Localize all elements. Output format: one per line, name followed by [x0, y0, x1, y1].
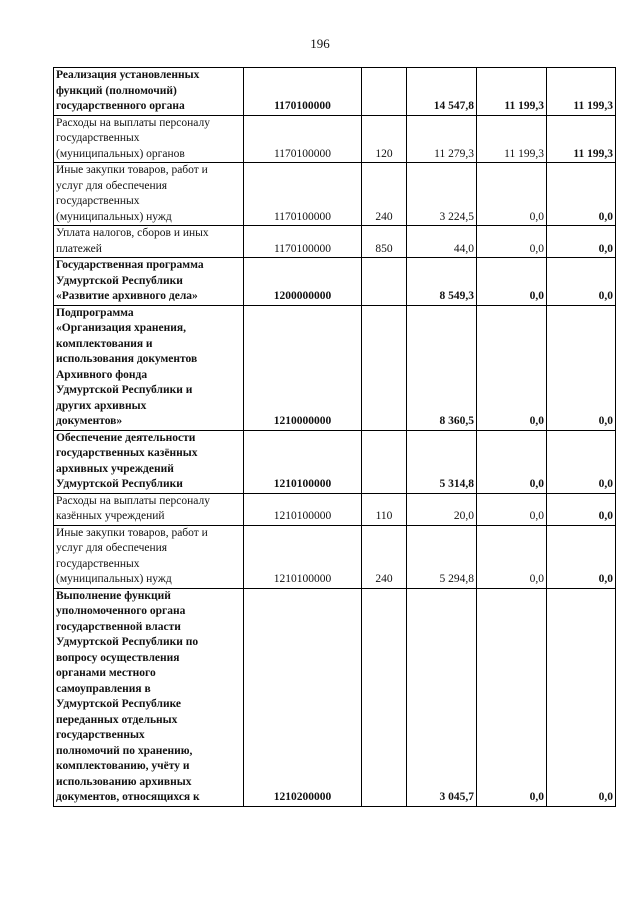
row-name-cell: Подпрограмма «Организация хранения, комплектования и использования документов Архивного фонда Удмуртской Республики и других архивных документов»: [54, 305, 244, 430]
row-value-3-cell: 0,0: [547, 493, 616, 525]
row-name-cell: Иные закупки товаров, работ и услуг для обеспечения государственных (муниципальных) нужд: [54, 163, 244, 226]
row-value-2-cell: 0,0: [477, 258, 547, 306]
row-value-3-cell: 0,0: [547, 305, 616, 430]
row-code-cell: 1200000000: [244, 258, 362, 306]
row-code-cell: 1210200000: [244, 588, 362, 806]
row-expense-type-cell: 240: [362, 163, 407, 226]
row-value-1-cell: 3 045,7: [407, 588, 477, 806]
row-value-3-cell: 0,0: [547, 430, 616, 493]
row-code-cell: 1170100000: [244, 163, 362, 226]
row-value-2-cell: 0,0: [477, 525, 547, 588]
row-code-cell: 1210100000: [244, 493, 362, 525]
row-value-3-cell: 0,0: [547, 588, 616, 806]
row-code-cell: 1170100000: [244, 226, 362, 258]
row-value-3-cell: 11 199,3: [547, 68, 616, 116]
row-value-1-cell: 20,0: [407, 493, 477, 525]
row-value-3-cell: 0,0: [547, 258, 616, 306]
row-name-cell: Реализация установленных функций (полномочий) государственного органа: [54, 68, 244, 116]
table-row: [54, 258, 616, 306]
row-expense-type-cell: [362, 305, 407, 430]
row-expense-type-cell: 240: [362, 525, 407, 588]
row-code-cell: 1210000000: [244, 305, 362, 430]
table-row: [54, 115, 616, 163]
row-value-2-cell: 11 199,3: [477, 115, 547, 163]
table-row: [54, 226, 616, 258]
budget-table: [53, 67, 616, 807]
row-expense-type-cell: 110: [362, 493, 407, 525]
row-name-cell: Иные закупки товаров, работ и услуг для обеспечения государственных (муниципальных) нужд: [54, 525, 244, 588]
page-number: 196: [310, 36, 330, 51]
row-value-3-cell: 11 199,3: [547, 115, 616, 163]
row-name-cell: Расходы на выплаты персоналу казённых учреждений: [54, 493, 244, 525]
row-value-3-cell: 0,0: [547, 525, 616, 588]
row-expense-type-cell: [362, 258, 407, 306]
row-value-3-cell: 0,0: [547, 226, 616, 258]
row-expense-type-cell: [362, 588, 407, 806]
table-row: [54, 525, 616, 588]
table-row: [54, 68, 616, 116]
table-row: [54, 493, 616, 525]
row-code-cell: 1210100000: [244, 430, 362, 493]
row-name-cell: Уплата налогов, сборов и иных платежей: [54, 226, 244, 258]
row-value-2-cell: 11 199,3: [477, 68, 547, 116]
row-value-1-cell: 3 224,5: [407, 163, 477, 226]
row-value-1-cell: 8 360,5: [407, 305, 477, 430]
row-value-1-cell: 5 294,8: [407, 525, 477, 588]
row-expense-type-cell: 120: [362, 115, 407, 163]
table-row: [54, 163, 616, 226]
row-expense-type-cell: [362, 430, 407, 493]
table-row: [54, 430, 616, 493]
row-name-cell: Обеспечение деятельности государственных казённых архивных учреждений Удмуртской Республики: [54, 430, 244, 493]
row-value-1-cell: 8 549,3: [407, 258, 477, 306]
row-code-cell: 1210100000: [244, 525, 362, 588]
row-value-2-cell: 0,0: [477, 430, 547, 493]
table-row: [54, 588, 616, 806]
table-row: [54, 305, 616, 430]
row-value-1-cell: 11 279,3: [407, 115, 477, 163]
row-expense-type-cell: [362, 68, 407, 116]
row-value-1-cell: 5 314,8: [407, 430, 477, 493]
row-code-cell: 1170100000: [244, 68, 362, 116]
row-name-cell: Государственная программа Удмуртской Республики «Развитие архивного дела»: [54, 258, 244, 306]
row-value-2-cell: 0,0: [477, 493, 547, 525]
row-expense-type-cell: 850: [362, 226, 407, 258]
row-value-1-cell: 44,0: [407, 226, 477, 258]
row-name-cell: Расходы на выплаты персоналу государственных (муниципальных) органов: [54, 115, 244, 163]
row-value-2-cell: 0,0: [477, 588, 547, 806]
row-value-3-cell: 0,0: [547, 163, 616, 226]
row-value-1-cell: 14 547,8: [407, 68, 477, 116]
row-value-2-cell: 0,0: [477, 226, 547, 258]
row-name-cell: Выполнение функций уполномоченного органа государственной власти Удмуртской Республики по вопросу осуществления органами местного самоуправления в Удмуртской Республике переданных отдельных государственных полномочий по хранению, комплектованию, учёту и использованию архивных документов, относящихся к: [54, 588, 244, 806]
row-code-cell: 1170100000: [244, 115, 362, 163]
row-value-2-cell: 0,0: [477, 163, 547, 226]
row-value-2-cell: 0,0: [477, 305, 547, 430]
budget-table-body: [54, 68, 616, 807]
